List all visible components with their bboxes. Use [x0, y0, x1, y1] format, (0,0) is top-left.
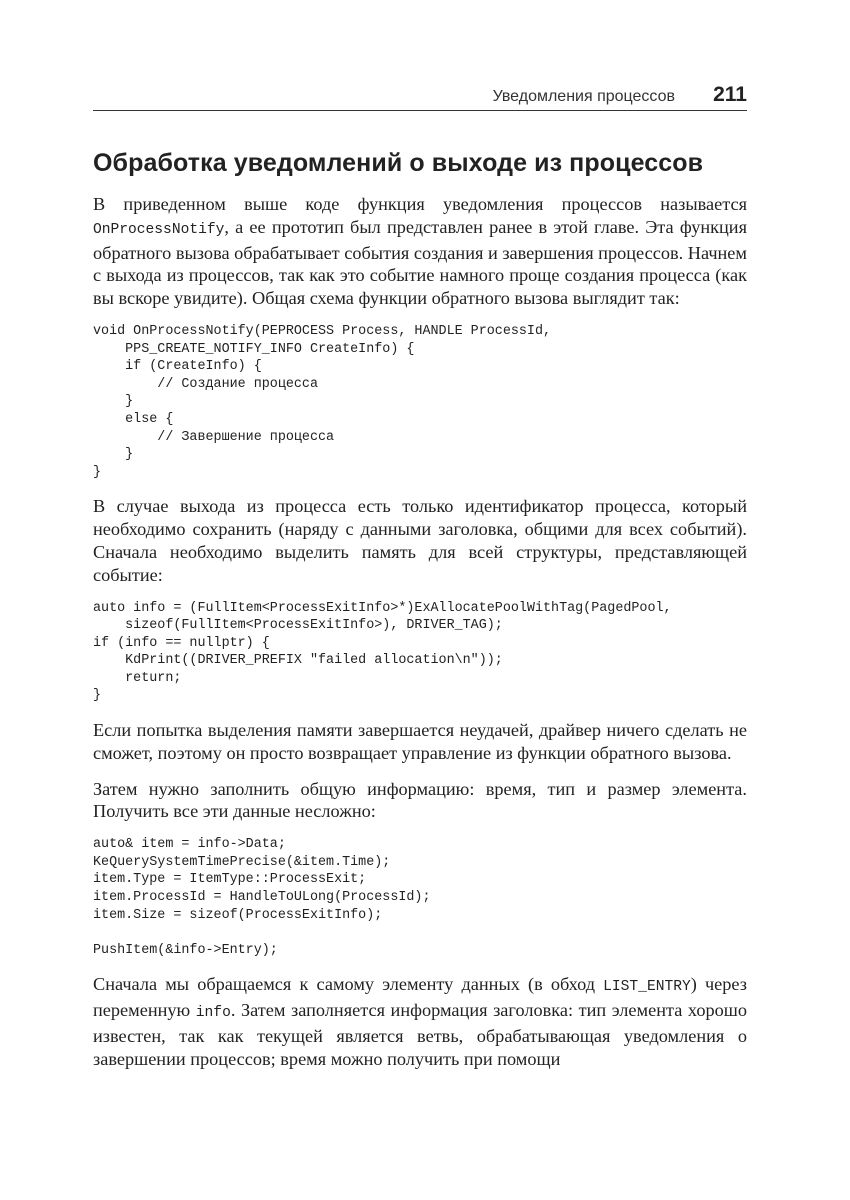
- code-block-fill: auto& item = info->Data; KeQuerySystemTimePrecise(&item.Time); item.Type = ItemType::ProcessExit; item.ProcessId = HandleToULong(ProcessId); item.Size = sizeof(ProcessExitInfo); PushItem(&info->Entry);: [93, 837, 431, 958]
- running-title: Уведомления процессов: [492, 88, 675, 105]
- paragraph-data-access: [93, 973, 747, 1070]
- running-header: [93, 82, 747, 111]
- paragraph-exit-info: В случае выхода из процесса есть только идентификатор процесса, который необходимо сохранить (наряду с данными заголовка, общими для всех событий). Сначала необходимо выделить память для всей структуры, представляющей событие:: [93, 496, 747, 585]
- page-number: 211: [713, 83, 747, 106]
- paragraph-data-access-text-middle: ) через переменную: [93, 974, 747, 1021]
- paragraph-fill-info: Затем нужно заполнить общую информацию: время, тип и размер элемента. Получить все эти данные несложно:: [93, 778, 747, 822]
- code-block-callback: void OnProcessNotify(PEPROCESS Process, HANDLE ProcessId, PPS_CREATE_NOTIFY_INFO CreateInfo) { if (CreateInfo) { // Создание процесса } else { // Завершение процесса } }: [93, 323, 552, 480]
- paragraph-intro-text-before: В приведенном выше коде функция уведомления процессов называется: [93, 194, 747, 214]
- paragraph-data-access-text-before: Сначала мы обращаемся к самому элементу данных (в обход: [93, 974, 604, 995]
- paragraph-allocation-failure: Если попытка выделения памяти завершается неудачей, драйвер ничего сделать не сможет, поэтому он просто возвращает управление из функции обратного вызова.: [93, 720, 747, 763]
- inline-code-onprocessnotify: OnProcessNotify: [93, 221, 225, 238]
- section-title: Обработка уведомлений о выходе из процессов: [93, 149, 704, 177]
- paragraph-intro: [93, 193, 747, 310]
- page-content: [93, 193, 747, 1084]
- inline-code-info: info: [195, 1005, 231, 1022]
- inline-code-list-entry: LIST_ENTRY: [603, 979, 691, 996]
- paragraph-intro-text-after: , а ее прототип был представлен ранее в этой главе. Эта функция обратного вызова обрабатывает события создания и завершения процессов. Начнем с выхода из процессов, так как это событие намного проще создания процесса (как вы вскоре увидите). Общая схема функции обратного вызова выглядит так:: [93, 216, 747, 309]
- code-block-allocation: auto info = (FullItem<ProcessExitInfo>*)ExAllocatePoolWithTag(PagedPool, sizeof(FullItem<ProcessExitInfo>), DRIVER_TAG); if (info == nullptr) { KdPrint((DRIVER_PREFIX "failed allocation\n")); return; }: [93, 600, 672, 704]
- paragraph-data-access-text-after: . Затем заполняется информация заголовка: тип элемента хорошо известен, так как текущей является ветвь, обрабатывающая уведомления о завершении процессов; время можно получить при помощи: [93, 1000, 747, 1069]
